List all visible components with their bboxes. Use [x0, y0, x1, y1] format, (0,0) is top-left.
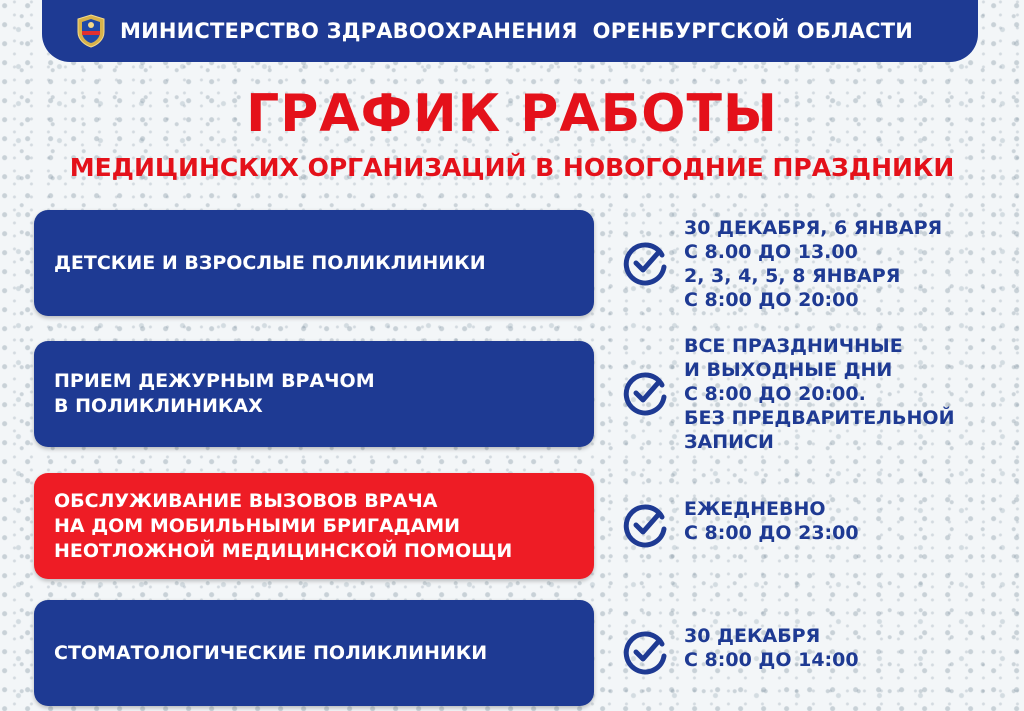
clock-check-icon	[622, 503, 668, 549]
clock-check-icon	[622, 371, 668, 417]
category-dental	[34, 600, 594, 706]
category-duty-doctor	[34, 341, 594, 447]
category-label: СТОМАТОЛОГИЧЕСКИЕ ПОЛИКЛИНИКИ	[54, 641, 488, 664]
category-label: ОБСЛУЖИВАНИЕ ВЫЗОВОВ ВРАЧА НА ДОМ МОБИЛЬНЫМИ БРИГАДАМИ НЕОТЛОЖНОЙ МЕДИЦИНСКОЙ ПОМОЩИ	[54, 489, 513, 562]
schedule-text: ЕЖЕДНЕВНО С 8:00 ДО 23:00	[684, 498, 859, 544]
category-home-visits	[34, 473, 594, 579]
page-title: ГРАФИК РАБОТЫ	[246, 84, 778, 144]
clock-check-icon	[622, 241, 668, 287]
page-subtitle: МЕДИЦИНСКИХ ОРГАНИЗАЦИЙ В НОВОГОДНИЕ ПРАЗДНИКИ	[69, 153, 955, 182]
category-clinics	[34, 210, 594, 316]
schedule-text: 30 ДЕКАБРЯ С 8:00 ДО 14:00	[684, 625, 859, 671]
schedule-text: 30 ДЕКАБРЯ, 6 ЯНВАРЯ С 8.00 ДО 13.00 2, 3, 4, 5, 8 ЯНВАРЯ С 8:00 ДО 20:00	[684, 217, 943, 311]
clock-check-icon	[622, 630, 668, 676]
ministry-title: МИНИСТЕРСТВО ЗДРАВООХРАНЕНИЯ ОРЕНБУРГСКОЙ ОБЛАСТИ	[120, 19, 913, 43]
coat-of-arms-icon	[76, 14, 106, 48]
schedule-text: ВСЕ ПРАЗДНИЧНЫЕ И ВЫХОДНЫЕ ДНИ С 8:00 ДО 20:00. БЕЗ ПРЕДВАРИТЕЛЬНОЙ ЗАПИСИ	[684, 335, 955, 453]
category-label: ПРИЕМ ДЕЖУРНЫМ ВРАЧОМ В ПОЛИКЛИНИКАХ	[54, 370, 375, 417]
header-banner	[42, 0, 978, 62]
category-label: ДЕТСКИЕ И ВЗРОСЛЫЕ ПОЛИКЛИНИКИ	[54, 251, 486, 274]
